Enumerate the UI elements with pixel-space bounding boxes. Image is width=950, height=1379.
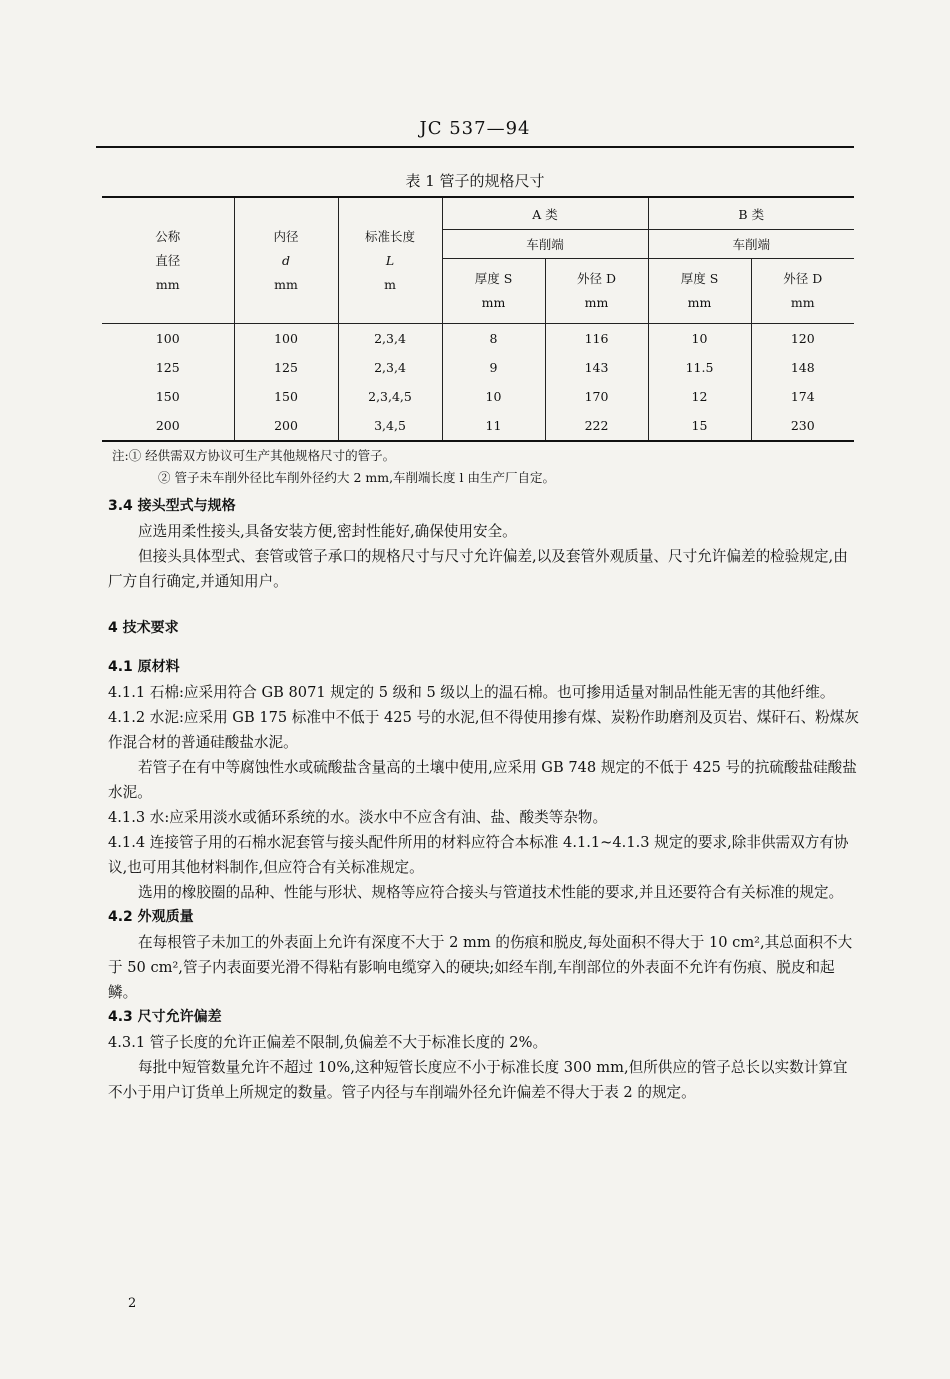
table-cell: 100 xyxy=(234,324,338,354)
table-cell: 148 xyxy=(751,353,854,382)
table-row xyxy=(102,382,854,411)
header-outer-b: 外径 D mm xyxy=(751,259,854,324)
paragraph: 4.1.2 水泥:应采用 GB 175 标准中不低于 425 号的水泥,但不得使用掺有煤、炭粉作助磨剂及页岩、煤矸石、粉煤灰作混合材的普通硅酸盐水泥。 xyxy=(108,709,859,751)
table-cell: 230 xyxy=(751,411,854,441)
header-turned-end-a: 车削端 xyxy=(442,230,648,259)
header-turned-end-b: 车削端 xyxy=(648,230,854,259)
table-cell: 150 xyxy=(234,382,338,411)
table-cell: 8 xyxy=(442,324,545,354)
note-2: ② 管子未车削外径比车削外径约大 2 mm,车削端长度 l 由生产厂自定。 xyxy=(158,470,555,485)
header-thickness-a: 厚度 S mm xyxy=(442,259,545,324)
header-outer-a: 外径 D mm xyxy=(545,259,648,324)
section-4-2-heading: 4.2 外观质量 xyxy=(108,909,194,925)
table-row xyxy=(102,353,854,382)
table-cell: 125 xyxy=(102,353,234,382)
paragraph: 4.3.1 管子长度的允许正偏差不限制,负偏差不大于标准长度的 2%。 xyxy=(108,1034,548,1051)
table-cell: 10 xyxy=(648,324,751,354)
table-cell: 125 xyxy=(234,353,338,382)
header-rule xyxy=(96,146,854,148)
table-cell: 116 xyxy=(545,324,648,354)
table-cell: 200 xyxy=(234,411,338,441)
table-cell: 150 xyxy=(102,382,234,411)
paragraph: 但接头具体型式、套管或管子承口的规格尺寸与尺寸允许偏差,以及套管外观质量、尺寸允许偏差的检验规定,由厂方自行确定,并通知用户。 xyxy=(108,548,848,590)
page-number: 2 xyxy=(128,1296,137,1311)
page-header-title: JC 537—94 xyxy=(419,118,531,139)
table-cell: 200 xyxy=(102,411,234,441)
table-cell: 2,3,4 xyxy=(338,353,442,382)
paragraph: 若管子在有中等腐蚀性水或硫酸盐含量高的土壤中使用,应采用 GB 748 规定的不低于 425 号的抗硫酸盐硅酸盐水泥。 xyxy=(108,759,857,801)
table-cell: 170 xyxy=(545,382,648,411)
pipe-spec-table xyxy=(102,196,854,442)
section-4-3-heading: 4.3 尺寸允许偏差 xyxy=(108,1009,222,1025)
header-thickness-b: 厚度 S mm xyxy=(648,259,751,324)
table-caption: 表 1 管子的规格尺寸 xyxy=(405,172,545,190)
table-cell: 100 xyxy=(102,324,234,354)
table-cell: 120 xyxy=(751,324,854,354)
paragraph: 4.1.1 石棉:应采用符合 GB 8071 规定的 5 级和 5 级以上的温石棉。也可掺用适量对制品性能无害的其他纤维。 xyxy=(108,684,835,701)
header-nominal-diameter: 公称 直径 mm xyxy=(102,197,234,324)
header-class-b: B 类 xyxy=(648,197,854,230)
table-cell: 15 xyxy=(648,411,751,441)
note-1: 注:① 经供需双方协议可生产其他规格尺寸的管子。 xyxy=(112,448,396,463)
table-cell: 174 xyxy=(751,382,854,411)
table-cell: 3,4,5 xyxy=(338,411,442,441)
paragraph: 在每根管子未加工的外表面上允许有深度不大于 2 mm 的伤痕和脱皮,每处面积不得大于 10 cm²,其总面积不大于 50 cm²,管子内表面要光滑不得粘有影响电缆穿入的硬块;如经车削,车削部位的外表面不允许有伤痕、脱皮和起鳞。 xyxy=(108,934,853,1001)
table-cell: 2,3,4,5 xyxy=(338,382,442,411)
table-cell: 9 xyxy=(442,353,545,382)
paragraph: 4.1.3 水:应采用淡水或循环系统的水。淡水中不应含有油、盐、酸类等杂物。 xyxy=(108,809,608,826)
section-3-4-heading: 3.4 接头型式与规格 xyxy=(108,498,236,514)
header-class-a: A 类 xyxy=(442,197,648,230)
header-inner-diameter: 内径 d mm xyxy=(234,197,338,324)
table-notes xyxy=(112,445,555,489)
body-text xyxy=(108,494,860,1105)
paragraph: 每批中短管数量允许不超过 10%,这种短管长度应不小于标准长度 300 mm,但所供应的管子总长以实数计算宜不小于用户订货单上所规定的数量。管子内径与车削端外径允许偏差不得大于表 2 的规定。 xyxy=(108,1059,848,1101)
section-4-heading: 4 技术要求 xyxy=(108,620,179,636)
header-standard-length: 标准长度 L m xyxy=(338,197,442,324)
table-cell: 12 xyxy=(648,382,751,411)
table-row xyxy=(102,324,854,354)
table-cell: 10 xyxy=(442,382,545,411)
table-cell: 11 xyxy=(442,411,545,441)
table-cell: 222 xyxy=(545,411,648,441)
table-cell: 11.5 xyxy=(648,353,751,382)
table-cell: 2,3,4 xyxy=(338,324,442,354)
table-cell: 143 xyxy=(545,353,648,382)
table-row xyxy=(102,411,854,441)
paragraph: 4.1.4 连接管子用的石棉水泥套管与接头配件所用的材料应符合本标准 4.1.1~4.1.3 规定的要求,除非供需双方有协议,也可用其他材料制作,但应符合有关标准规定。 xyxy=(108,834,849,876)
section-4-1-heading: 4.1 原材料 xyxy=(108,659,180,675)
paragraph: 选用的橡胶圈的品种、性能与形状、规格等应符合接头与管道技术性能的要求,并且还要符合有关标准的规定。 xyxy=(138,884,844,901)
paragraph: 应选用柔性接头,具备安装方便,密封性能好,确保使用安全。 xyxy=(138,523,517,540)
